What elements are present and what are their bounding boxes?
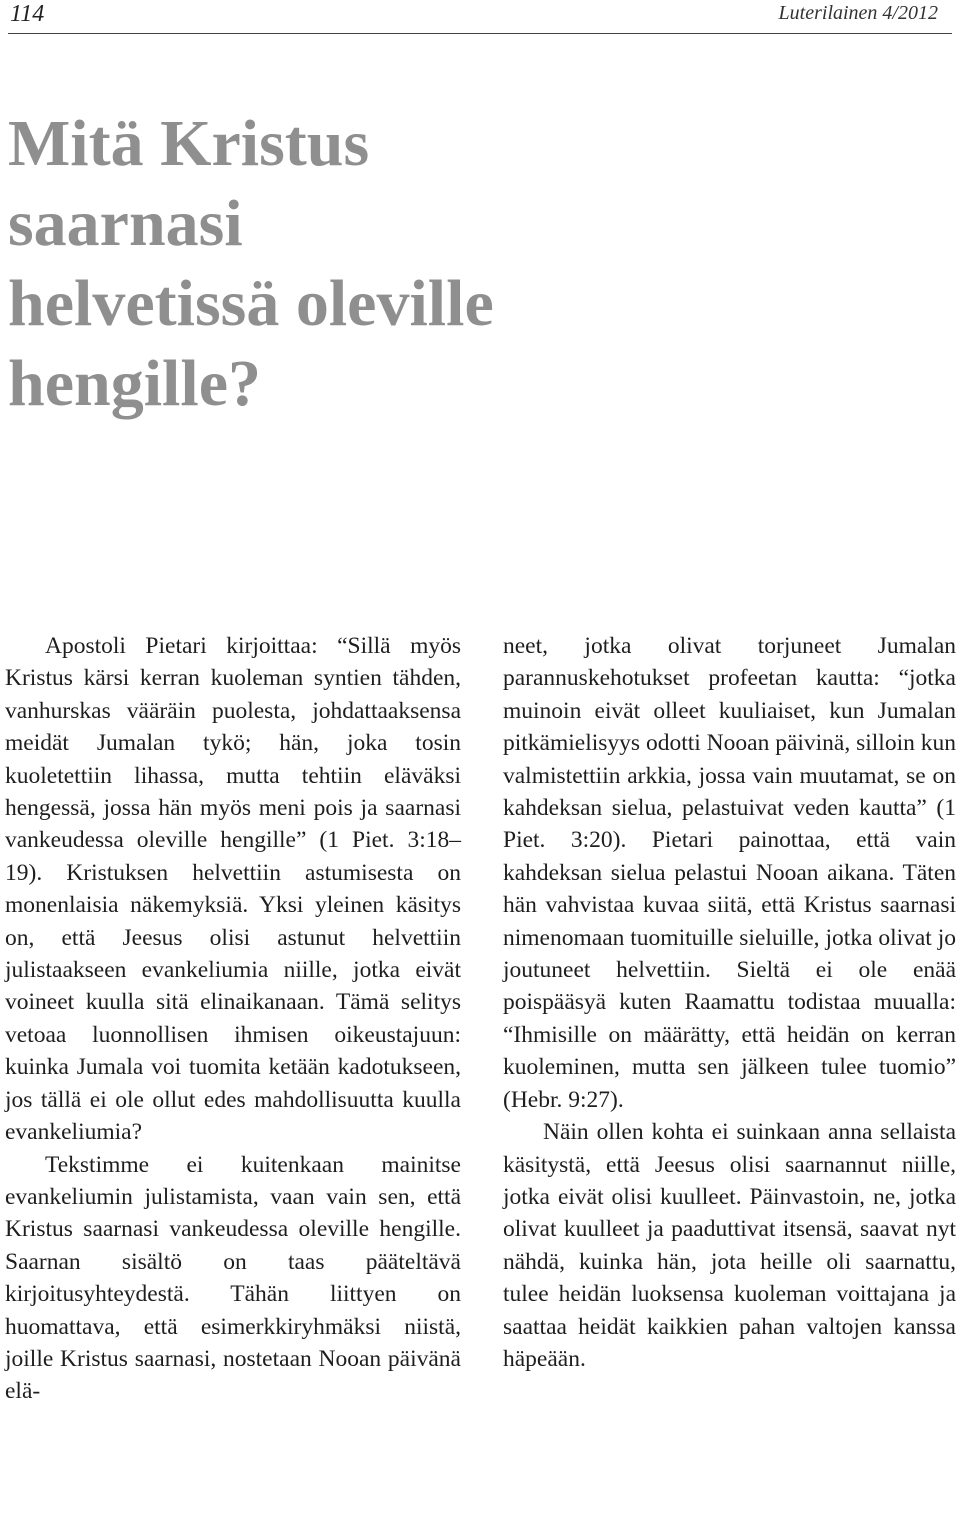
- body-paragraph: Apostoli Pietari kirjoittaa: “Sillä myös Kristus kärsi kerran kuoleman syntien tähden, vanhurskas vääräin puolesta, johdattaaksensa meidät Jumalan tykö; hän, joka tosin kuoletettiin lihassa, mutta tehtiin eläväksi hengessä, jossa hän myös meni pois ja saarnasi vankeudessa oleville hengille” (1 Piet. 3:18–19). Kristuksen helvettiin astumisesta on monenlaisia näkemyksiä. Yksi yleinen käsitys on, että Jeesus olisi astunut helvettiin julistaakseen evankeliumia niille, jotka eivät voineet kuulla sitä elinaikanaan. Tämä selitys vetoaa luonnollisen ihmisen oikeustajuun: kuinka Jumala voi tuomita ketään kadotukseen, jos tällä ei ole ollut edes mahdollisuutta kuulla evankeliumia?: [5, 633, 461, 1146]
- body-paragraph: Näin ollen kohta ei suinkaan anna sellaista käsitystä, että Jeesus olisi saarnannut niille, jotka eivät olisi kuulleet. Päinvastoin, ne, jotka olivat kuulleet ja paaduttivat itsensä, saavat nyt nähdä, kuinka hän, jota heille oli saarnattu, tulee heidän luoksensa kuoleman voittajana ja saattaa heidät kaikkien pahan valtojen kanssa häpeään.: [503, 1119, 956, 1372]
- title-line: Mitä Kristus: [8, 107, 370, 180]
- page-number: 114: [10, 1, 45, 27]
- page-header: [8, 0, 952, 34]
- right-column: [503, 630, 956, 1375]
- body-paragraph: Tekstimme ei kuitenkaan mainitse evankeliumin julistamista, vaan vain sen, että Kristus saarnasi vankeudessa oleville hengille. Saarnan sisältö on taas pääteltävä kirjoitusyhteydestä. Tähän liittyen on huomattava, että esimerkkiryhmäksi niistä, joille Kristus saarnasi, nostetaan Nooan päivänä elä-: [5, 1151, 461, 1405]
- article-title: [8, 104, 608, 424]
- publication-issue: Luterilainen 4/2012: [778, 2, 938, 24]
- title-line: hengille?: [8, 347, 262, 420]
- body-paragraph: neet, jotka olivat torjuneet Jumalan parannuskehotukset profeetan kautta: “jotka muinoin eivät olleet kuuliaiset, kun Jumalan pitkämielisyys odotti Nooan päivinä, silloin kun valmistettiin arkkia, jossa vain muutamat, se on kahdeksan sielua, pelastuivat veden kautta” (1 Piet. 3:20). Pietari painottaa, että vain kahdeksan sielua pelastui Nooan aikana. Täten hän vahvistaa kuvaa siitä, että Kristus saarnasi nimenomaan tuomituille sieluille, jotka olivat jo joutuneet helvettiin. Sieltä ei ole enää poispääsyä kuten Raamattu todistaa muualla: “Ihmisille on määrätty, että heidän on kerran kuoleminen, mutta sen jälkeen tulee tuomio” (Hebr. 9:27).: [503, 633, 956, 1113]
- left-column: [5, 630, 461, 1408]
- title-line: saarnasi: [8, 187, 243, 260]
- title-line: helvetissä oleville: [8, 267, 494, 340]
